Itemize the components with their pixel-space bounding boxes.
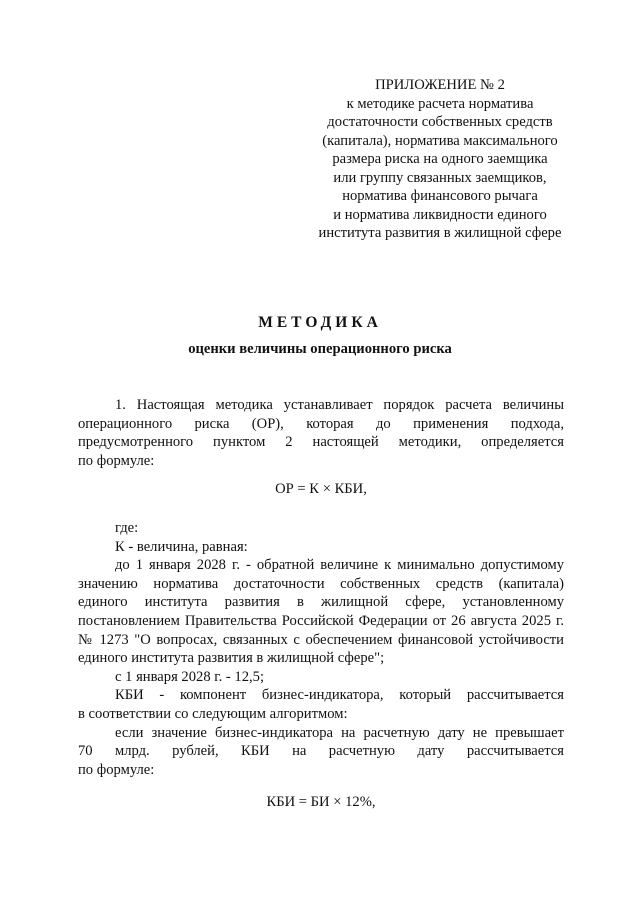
before-2028-line: до 1 января 2028 г. - обратной величине к минимально допустимому [115,557,564,574]
appendix-line: или группу связанных заемщиков, [333,169,547,186]
kbi-definition-line: КБИ - компонент бизнес-индикатора, который рассчитывается [115,687,564,704]
formula-or: ОР = К × КБИ, [275,481,367,498]
document-title: МЕТОДИКА [258,314,382,331]
appendix-heading [300,76,580,243]
appendix-line: к методике расчета норматива [346,95,534,112]
appendix-line: (капитала), норматива максимального [322,132,558,149]
paragraph-1-line: 1. Настоящая методика устанавливает порядок расчета величины [115,397,564,413]
paragraph-1-line: операционного риска (ОР), которая до применения подхода, [78,415,564,432]
from-2028-line: с 1 января 2028 г. - 12,5; [115,668,265,685]
if-70-line: по формуле: [78,761,155,778]
before-2028-line: значению норматива достаточности собственных средств (капитала) [78,575,564,592]
formula-kbi: КБИ = БИ × 12%, [266,794,376,811]
document-subtitle: оценки величины операционного риска [188,341,452,357]
appendix-line: и норматива ликвидности единого [333,206,547,223]
before-2028-line: постановлением Правительства Российской Федерации от 26 августа 2025 г. [78,612,564,629]
document-body [78,396,564,812]
paragraph-1-line: предусмотренного пунктом 2 настоящей методики, определяется [78,434,564,451]
appendix-line: норматива финансового рычага [342,188,538,204]
before-2028-line: № 1273 "О вопросах, связанных с обеспечением финансовой устойчивости [78,631,564,648]
appendix-number: ПРИЛОЖЕНИЕ № 2 [375,77,505,93]
k-definition: К - величина, равная: [115,538,248,555]
where-label: где: [115,519,139,536]
appendix-line: достаточности собственных средств [327,114,553,130]
if-70-line: 70 млрд. рублей, КБИ на расчетную дату рассчитывается [78,743,564,760]
paragraph-1-line: по формуле: [78,452,155,469]
before-2028-line: единого института развития в жилищной сфере"; [78,650,385,667]
kbi-definition-line: в соответствии со следующим алгоритмом: [78,705,348,722]
before-2028-line: единого института развития в жилищной сфере, установленному [78,594,564,611]
appendix-line: размера риска на одного заемщика [332,151,548,167]
if-70-line: если значение бизнес-индикатора на расчетную дату не превышает [115,724,564,741]
appendix-line: института развития в жилищной сфере [318,225,562,241]
